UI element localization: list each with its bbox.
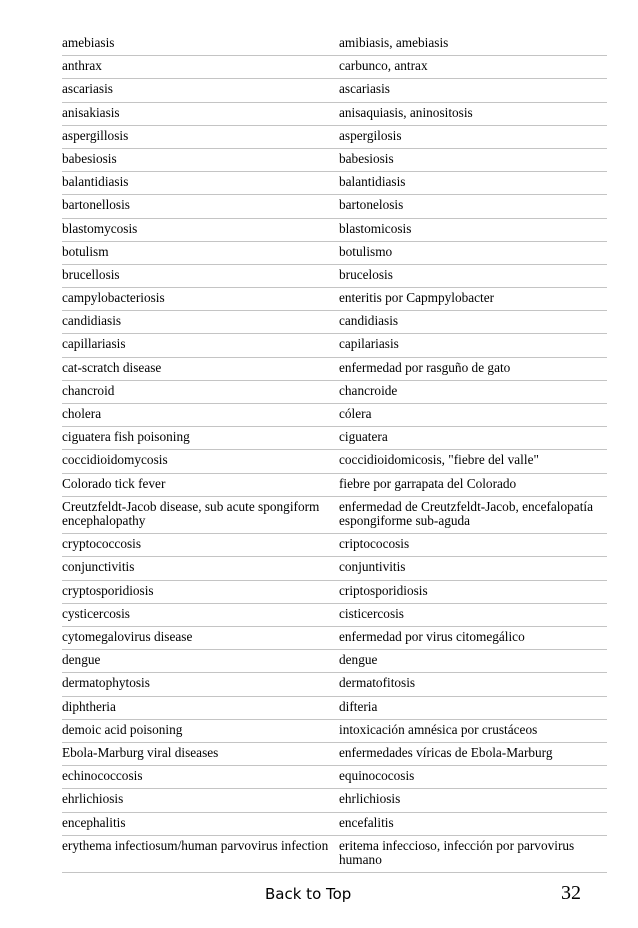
english-term: dengue bbox=[62, 652, 101, 668]
english-term: Ebola-Marburg viral diseases bbox=[62, 744, 219, 760]
english-term: Creutzfeldt-Jacob disease, sub acute spongiform encephalopathy bbox=[62, 498, 320, 529]
spanish-term: capilariasis bbox=[339, 336, 399, 352]
glossary-row bbox=[62, 450, 607, 473]
english-term: balantidiasis bbox=[62, 174, 129, 190]
spanish-term: criptococosis bbox=[339, 536, 410, 552]
spanish-term: dermatofitosis bbox=[339, 675, 416, 691]
english-term: amebiasis bbox=[62, 35, 115, 50]
spanish-term: enfermedad por rasguño de gato bbox=[339, 359, 511, 375]
spanish-term: blastomicosis bbox=[339, 220, 412, 236]
spanish-term: anisaquiasis, aninositosis bbox=[339, 104, 473, 120]
back-to-top-link[interactable]: Back to Top bbox=[265, 885, 352, 903]
spanish-term: botulismo bbox=[339, 243, 393, 259]
spanish-term: encefalitis bbox=[339, 814, 394, 830]
english-term: chancroid bbox=[62, 382, 115, 398]
spanish-term: dengue bbox=[339, 652, 378, 668]
spanish-term: babesiosis bbox=[339, 150, 394, 166]
page-number: 32 bbox=[561, 882, 581, 904]
glossary-row bbox=[62, 474, 607, 497]
spanish-term: candidiasis bbox=[339, 313, 399, 329]
english-term: anisakiasis bbox=[62, 104, 120, 120]
english-term: cryptococcosis bbox=[62, 536, 142, 552]
english-term: erythema infectiosum/human parvovirus infection bbox=[62, 837, 329, 853]
english-term: capillariasis bbox=[62, 336, 126, 352]
english-term: cysticercosis bbox=[62, 605, 130, 621]
glossary-row bbox=[62, 149, 607, 172]
spanish-term: carbunco, antrax bbox=[339, 58, 428, 74]
english-term: dermatophytosis bbox=[62, 675, 150, 691]
glossary-row bbox=[62, 265, 607, 288]
glossary-row bbox=[62, 627, 607, 650]
english-term: ehrlichiosis bbox=[62, 791, 124, 807]
glossary-row bbox=[62, 836, 607, 874]
glossary-row bbox=[62, 288, 607, 311]
glossary-row bbox=[62, 334, 607, 357]
glossary-row bbox=[62, 743, 607, 766]
spanish-term: chancroide bbox=[339, 382, 398, 398]
glossary-row bbox=[62, 79, 607, 102]
english-term: blastomycosis bbox=[62, 220, 138, 236]
english-term: cytomegalovirus disease bbox=[62, 629, 193, 644]
glossary-table bbox=[62, 33, 607, 873]
spanish-term: enteritis por Capmpylobacter bbox=[339, 290, 495, 306]
glossary-row bbox=[62, 358, 607, 381]
english-term: demoic acid poisoning bbox=[62, 721, 183, 737]
glossary-row bbox=[62, 172, 607, 195]
spanish-term: eritema infeccioso, infección por parvovirus humano bbox=[339, 837, 575, 868]
spanish-term: coccidioidomicosis, "fiebre del valle" bbox=[339, 452, 539, 468]
glossary-row bbox=[62, 766, 607, 789]
glossary-row bbox=[62, 697, 607, 720]
english-term: babesiosis bbox=[62, 150, 117, 166]
glossary-row bbox=[62, 650, 607, 673]
glossary-row bbox=[62, 311, 607, 334]
spanish-term: ciguatera bbox=[339, 429, 388, 445]
english-term: Colorado tick fever bbox=[62, 475, 166, 491]
spanish-term: balantidiasis bbox=[339, 174, 406, 190]
glossary-row bbox=[62, 126, 607, 149]
spanish-term: enfermedades víricas de Ebola-Marburg bbox=[339, 744, 553, 760]
spanish-term: conjuntivitis bbox=[339, 559, 406, 575]
glossary-row bbox=[62, 33, 607, 56]
glossary-row bbox=[62, 604, 607, 627]
spanish-term: brucelosis bbox=[339, 266, 393, 282]
glossary-row bbox=[62, 557, 607, 580]
spanish-term: bartonelosis bbox=[339, 197, 404, 213]
english-term: diphtheria bbox=[62, 698, 116, 714]
spanish-term: aspergilosis bbox=[339, 127, 402, 143]
glossary-row bbox=[62, 404, 607, 427]
spanish-term: enfermedad por virus citomegálico bbox=[339, 629, 525, 644]
spanish-term: difteria bbox=[339, 698, 378, 714]
glossary-row bbox=[62, 427, 607, 450]
english-term: brucellosis bbox=[62, 266, 120, 282]
english-term: aspergillosis bbox=[62, 127, 129, 143]
spanish-term: cólera bbox=[339, 406, 372, 421]
glossary-row bbox=[62, 103, 607, 126]
english-term: botulism bbox=[62, 243, 109, 259]
spanish-term: amibiasis, amebiasis bbox=[339, 35, 449, 50]
glossary-row bbox=[62, 497, 607, 535]
english-term: cryptosporidiosis bbox=[62, 582, 154, 598]
english-term: conjunctivitis bbox=[62, 559, 135, 575]
glossary-row bbox=[62, 581, 607, 604]
spanish-term: ehrlichiosis bbox=[339, 791, 401, 807]
glossary-row bbox=[62, 813, 607, 836]
glossary-row bbox=[62, 673, 607, 696]
spanish-term: intoxicación amnésica por crustáceos bbox=[339, 721, 538, 737]
spanish-term: enfermedad de Creutzfeldt-Jacob, encefalopatía espongiforme sub-aguda bbox=[339, 498, 593, 529]
glossary-row bbox=[62, 720, 607, 743]
english-term: cholera bbox=[62, 406, 102, 421]
spanish-term: criptosporidiosis bbox=[339, 582, 428, 598]
glossary-row bbox=[62, 242, 607, 265]
english-term: coccidioidomycosis bbox=[62, 452, 168, 468]
glossary-row bbox=[62, 56, 607, 79]
english-term: ascariasis bbox=[62, 81, 113, 97]
english-term: cat-scratch disease bbox=[62, 359, 162, 375]
spanish-term: cisticercosis bbox=[339, 605, 404, 621]
glossary-row bbox=[62, 219, 607, 242]
english-term: anthrax bbox=[62, 58, 102, 74]
glossary-row bbox=[62, 534, 607, 557]
english-term: bartonellosis bbox=[62, 197, 130, 213]
spanish-term: ascariasis bbox=[339, 81, 390, 97]
glossary-row bbox=[62, 381, 607, 404]
english-term: encephalitis bbox=[62, 814, 126, 830]
english-term: candidiasis bbox=[62, 313, 122, 329]
spanish-term: fiebre por garrapata del Colorado bbox=[339, 475, 517, 491]
glossary-row bbox=[62, 195, 607, 218]
english-term: campylobacteriosis bbox=[62, 290, 165, 306]
english-term: ciguatera fish poisoning bbox=[62, 429, 190, 445]
spanish-term: equinococosis bbox=[339, 768, 415, 784]
english-term: echinococcosis bbox=[62, 768, 143, 784]
glossary-row bbox=[62, 789, 607, 812]
